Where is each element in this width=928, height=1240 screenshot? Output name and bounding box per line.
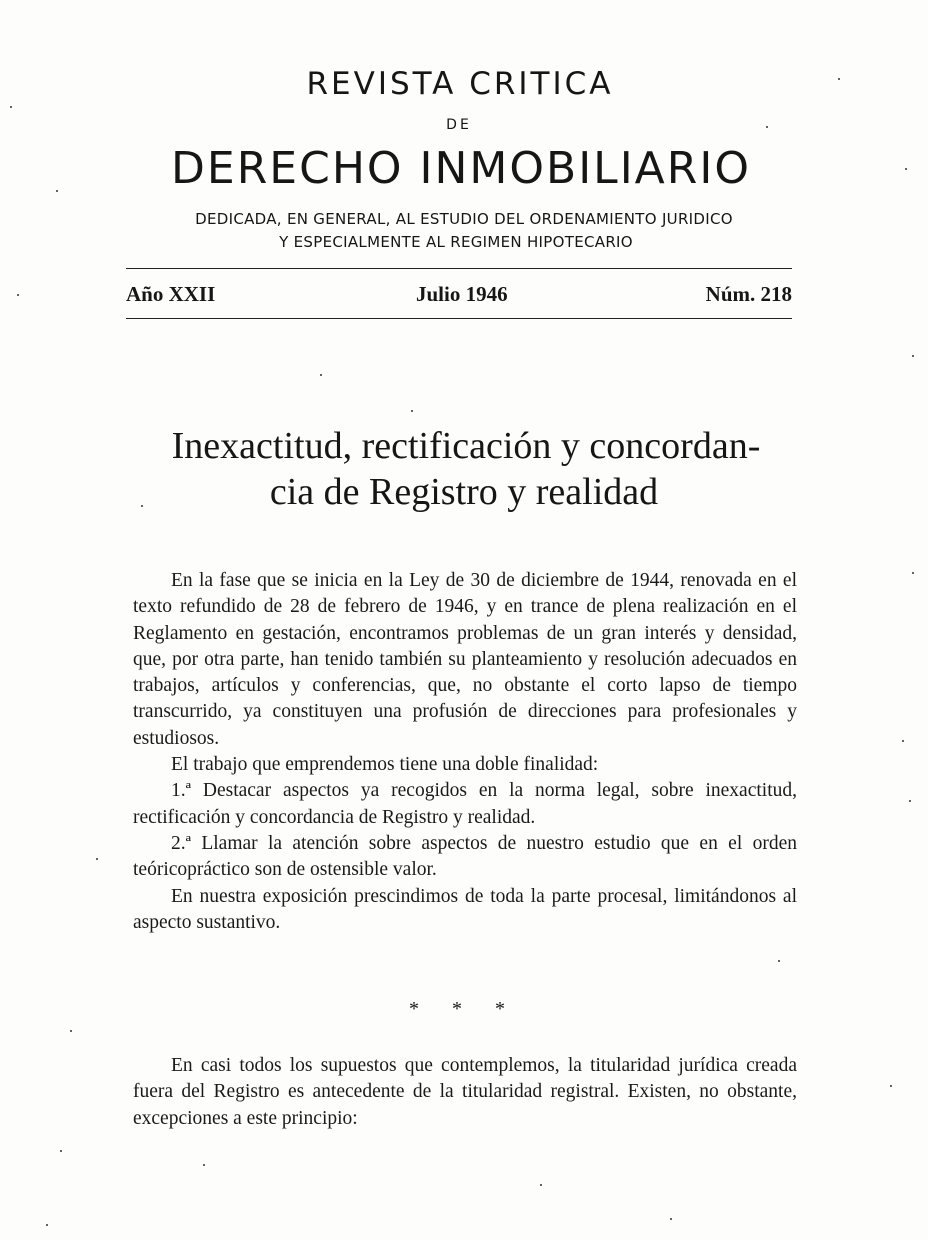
scan-speck (46, 1224, 48, 1226)
journal-subtitle-line2: Y ESPECIALMENTE AL REGIMEN HIPOTECARIO (279, 233, 633, 251)
issue-info (126, 282, 792, 312)
paragraph: En la fase que se inicia en la Ley de 30 de diciembre de 1944, renovada en el texto refundido de 28 de febrero de 1946, y en trance de plena realización en el Reglamento en gestación, encontramos problemas de un gran interés y densidad, que, por otra parte, han tenido también su planteamiento y resolución adecuados en trabajos, artículos y conferencias, que, no obstante el corto lapso de tiempo transcurrido, ya constituyen una profusión de direcciones para profesionales y estudiosos. (133, 570, 797, 749)
header-rule-bottom (126, 318, 792, 319)
scan-speck (320, 374, 322, 376)
scan-speck (60, 1150, 62, 1152)
scan-speck (838, 78, 840, 80)
scan-speck (203, 1164, 205, 1166)
header-rule-top (126, 268, 792, 269)
section-separator: * * * (409, 998, 519, 1020)
paragraph: 1.ª Destacar aspectos ya recogidos en la norma legal, sobre inexactitud, rectificación y concordancia de Registro y realidad. (133, 780, 797, 828)
paragraph: En nuestra exposición prescindimos de toda la parte procesal, limitándonos al aspecto sustantivo. (133, 885, 797, 933)
article-body (133, 568, 797, 936)
article-body-continued (133, 1053, 797, 1132)
issue-date: Julio 1946 (416, 282, 508, 306)
paragraph: En casi todos los supuestos que contemplemos, la titularidad jurídica creada fuera del Registro es antecedente de la titularidad registral. Existen, no obstante, excepciones a este principio: (133, 1055, 797, 1129)
scan-speck (778, 960, 780, 962)
issue-number: Núm. 218 (705, 282, 792, 306)
scan-speck (10, 106, 12, 108)
journal-title-de: DE (446, 117, 472, 133)
scan-speck (766, 126, 768, 128)
journal-subtitle-line1: DEDICADA, EN GENERAL, AL ESTUDIO DEL ORDENAMIENTO JURIDICO (195, 210, 733, 228)
scan-speck (912, 572, 914, 574)
scan-speck (540, 1184, 542, 1186)
scan-speck (56, 190, 58, 192)
issue-year: Año XXII (126, 282, 216, 306)
article-title-line2: cia de Registro y realidad (269, 471, 659, 513)
scan-speck (70, 1030, 72, 1032)
scan-speck (905, 168, 907, 170)
scan-speck (411, 410, 413, 412)
scan-speck (890, 1085, 892, 1087)
scan-speck (909, 800, 911, 802)
scan-speck (670, 1218, 672, 1220)
journal-title-line1: REVISTA CRITICA (306, 66, 614, 102)
scan-speck (96, 858, 98, 860)
scan-speck (17, 294, 19, 296)
journal-title-line2: DERECHO INMOBILIARIO (171, 143, 751, 194)
scan-speck (912, 355, 914, 357)
scan-speck (902, 740, 904, 742)
scan-speck (141, 505, 143, 507)
paragraph: El trabajo que emprendemos tiene una doble finalidad: (171, 754, 599, 776)
article-title-line1: Inexactitud, rectificación y concordan- (171, 425, 761, 467)
paragraph: 2.ª Llamar la atención sobre aspectos de nuestro estudio que en el orden teóricopráctico son de ostensible valor. (133, 832, 797, 881)
